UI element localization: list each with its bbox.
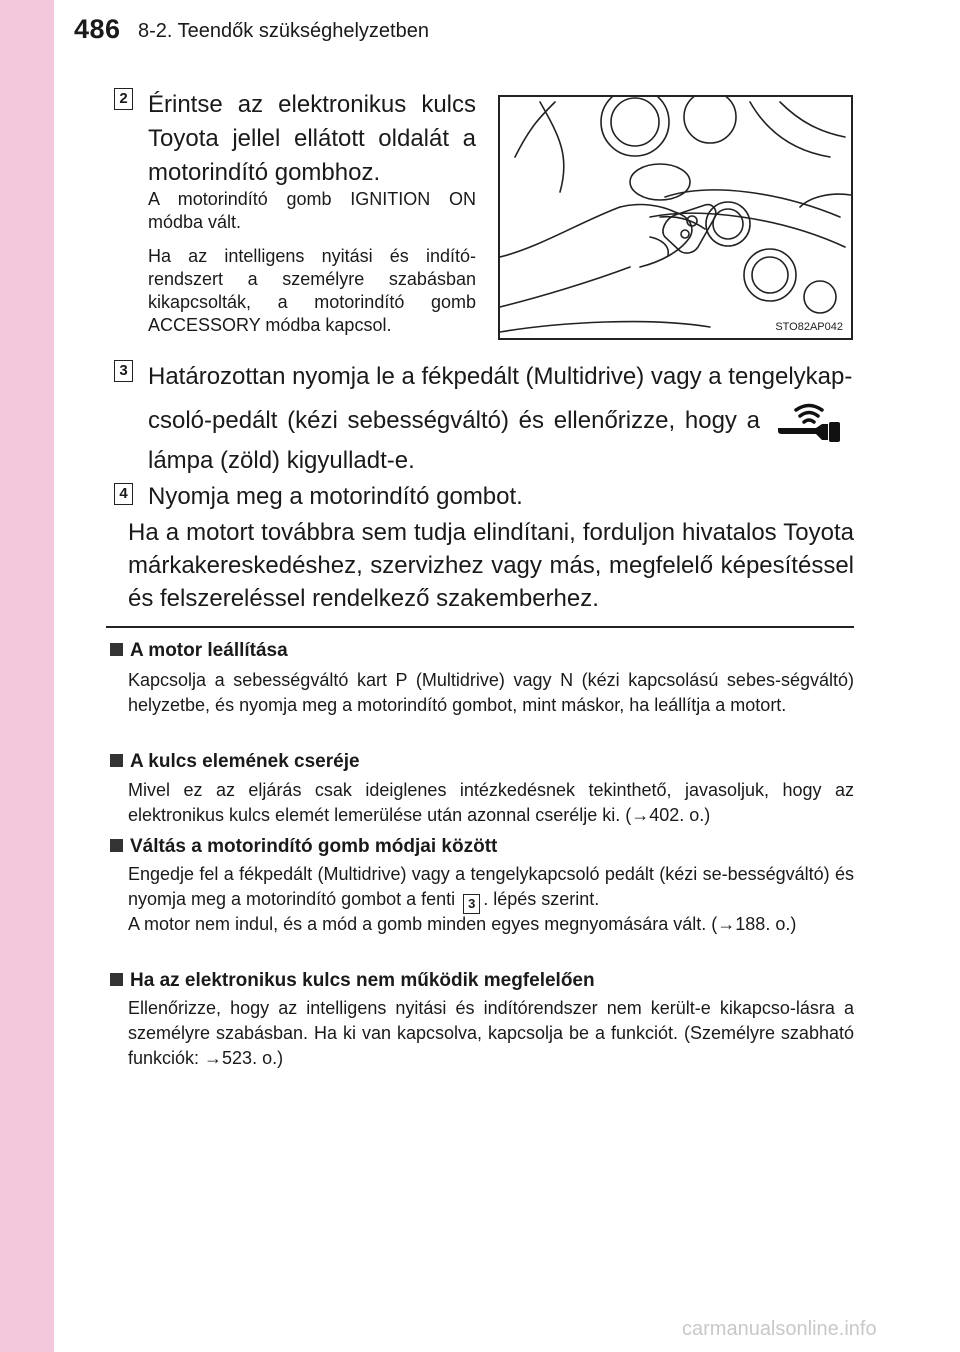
note-body: Ellenőrizze, hogy az intelligens nyitási és indítórendszer nem került-e kikapcso-lásra a személyre szabásban. Ha ki van kapcsolva, kapcsolja be a funkciót. (Személyre szabható funkciók: →523. o.) — [128, 998, 854, 1068]
key-press-drawing — [500, 97, 851, 338]
section-title: 8-2. Teendők szükséghelyzetben — [138, 20, 429, 42]
note-heading: A kulcs elemének cseréje — [110, 751, 360, 773]
closing-paragraph: Ha a motort továbbra sem tudja elindítani, forduljon hivatalos Toyota márkakereskedéshez, szervizhez vagy más, megfelelő képesítéssel és felszereléssel rendelkező szakemberhez. — [128, 519, 854, 612]
note-heading: Ha az elektronikus kulcs nem működik megfelelően — [110, 970, 595, 992]
step-4-text: Nyomja meg a motorindító gombot. — [148, 483, 523, 510]
page-number: 486 — [74, 14, 121, 44]
step-2-text: Érintse az elektronikus kulcs Toyota jellel ellátott oldalát a motorindító gombhoz. — [148, 91, 476, 186]
step-3-text-line-1: Határozottan nyomja le a fékpedált (Multidrive) vagy a tengelykap- — [148, 363, 853, 390]
square-bullet-icon — [110, 643, 123, 656]
step-reference-box: 3 — [463, 894, 480, 914]
key-indicator-lamp-icon — [776, 400, 842, 442]
square-bullet-icon — [110, 839, 123, 852]
section-divider — [106, 626, 854, 628]
note-heading: A motor leállítása — [110, 640, 288, 662]
step-number-box: 3 — [114, 360, 133, 382]
watermark: carmanualsonline.info — [682, 1318, 877, 1340]
side-margin-strip — [0, 0, 54, 1352]
note-heading: Váltás a motorindító gomb módjai között — [110, 836, 497, 858]
step-2-note-1: A motorindító gomb IGNITION ON módba vált. — [148, 189, 476, 232]
square-bullet-icon — [110, 973, 123, 986]
square-bullet-icon — [110, 754, 123, 767]
note-body-continued: A motor nem indul, és a mód a gomb minden egyes megnyomására vált. (→188. o.) — [128, 914, 797, 934]
step-3-text-line-3: lámpa (zöld) kigyulladt-e. — [148, 447, 415, 474]
figure-caption: STO82AP042 — [775, 321, 843, 333]
step-number-box: 2 — [114, 88, 133, 110]
note-body: Mivel ez az eljárás csak ideiglenes intézkedésnek tekinthető, javasoljuk, hogy az elektronikus kulcs elemét lemerülése után azonnal cserélje ki. (→402. o.) — [128, 780, 854, 825]
step-number-box: 4 — [114, 483, 133, 505]
key-press-illustration — [498, 95, 853, 340]
step-3-text-line-2: csoló-pedált (kézi sebességváltó) és ellenőrizze, hogy a — [148, 407, 760, 434]
note-body: Kapcsolja a sebességváltó kart P (Multidrive) vagy N (kézi kapcsolású sebes-ségváltó) helyzetbe, és nyomja meg a motorindító gombot, mint máskor, ha leállítja a motort. — [128, 670, 854, 715]
note-body: Engedje fel a fékpedált (Multidrive) vagy a tengelykapcsoló pedált (kézi se-bességváltó) és nyomja meg a motorindító gombot a fenti 3 . lépés szerint. — [128, 862, 854, 914]
step-2-note-2: Ha az intelligens nyitási és indító-rendszert a személyre szabásban kikapcsolták, a motorindító gomb ACCESSORY módba kapcsol. — [148, 246, 476, 335]
